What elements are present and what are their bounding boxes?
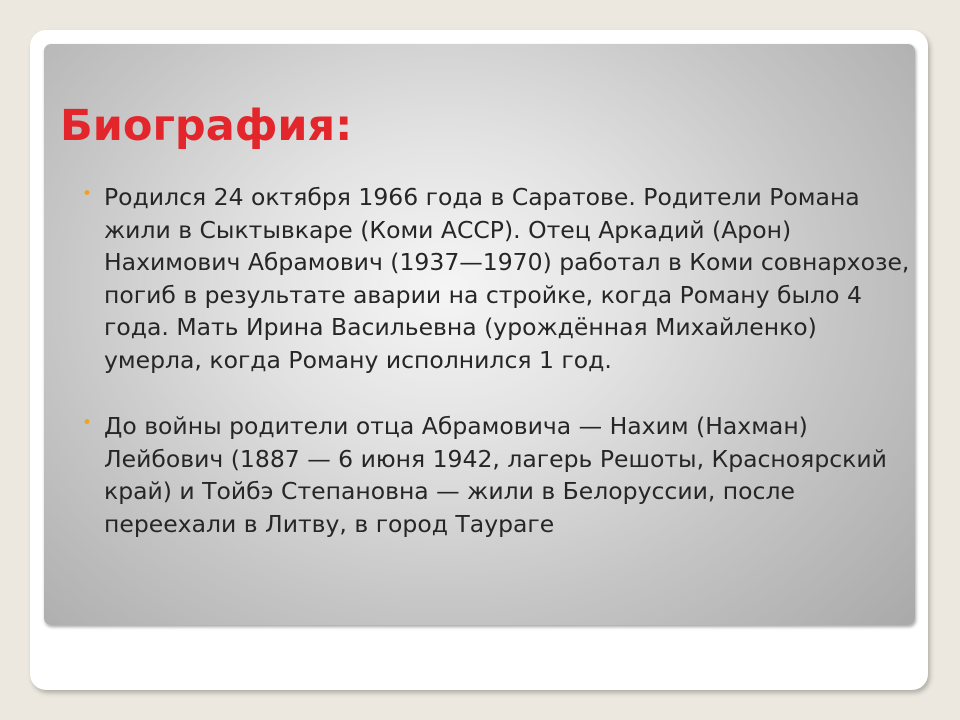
bullet-dot-icon: • bbox=[82, 413, 93, 433]
bullet-text-birth: Родился 24 октября 1966 года в Саратове. Родители Романа жили в Сыктывкаре (Коми АССР). Отец Аркадий (Арон) Нахимович Абрамович (1937—1970) работал в Коми совнархозе, погиб в результате аварии на стройке, когда Роману было 4 года. Мать Ирина Васильевна (урождённая Михайленко) умерла, когда Роману исполнился 1 год. bbox=[104, 183, 910, 374]
bullet-text-grandparents: До войны родители отца Абрамовича — Нахим (Нахман) Лейбович (1887 — 6 июня 1942, лагерь Решоты, Красноярский край) и Тойбэ Степановна — жили в Белоруссии, после переехали в Литву, в город Таураге bbox=[104, 412, 887, 538]
bullet-dot-icon: • bbox=[82, 184, 93, 204]
bullet-item-grandparents bbox=[82, 410, 912, 540]
bullet-list bbox=[82, 181, 912, 540]
bullet-item-birth bbox=[82, 181, 912, 376]
slide-title: Биография: bbox=[60, 101, 353, 151]
